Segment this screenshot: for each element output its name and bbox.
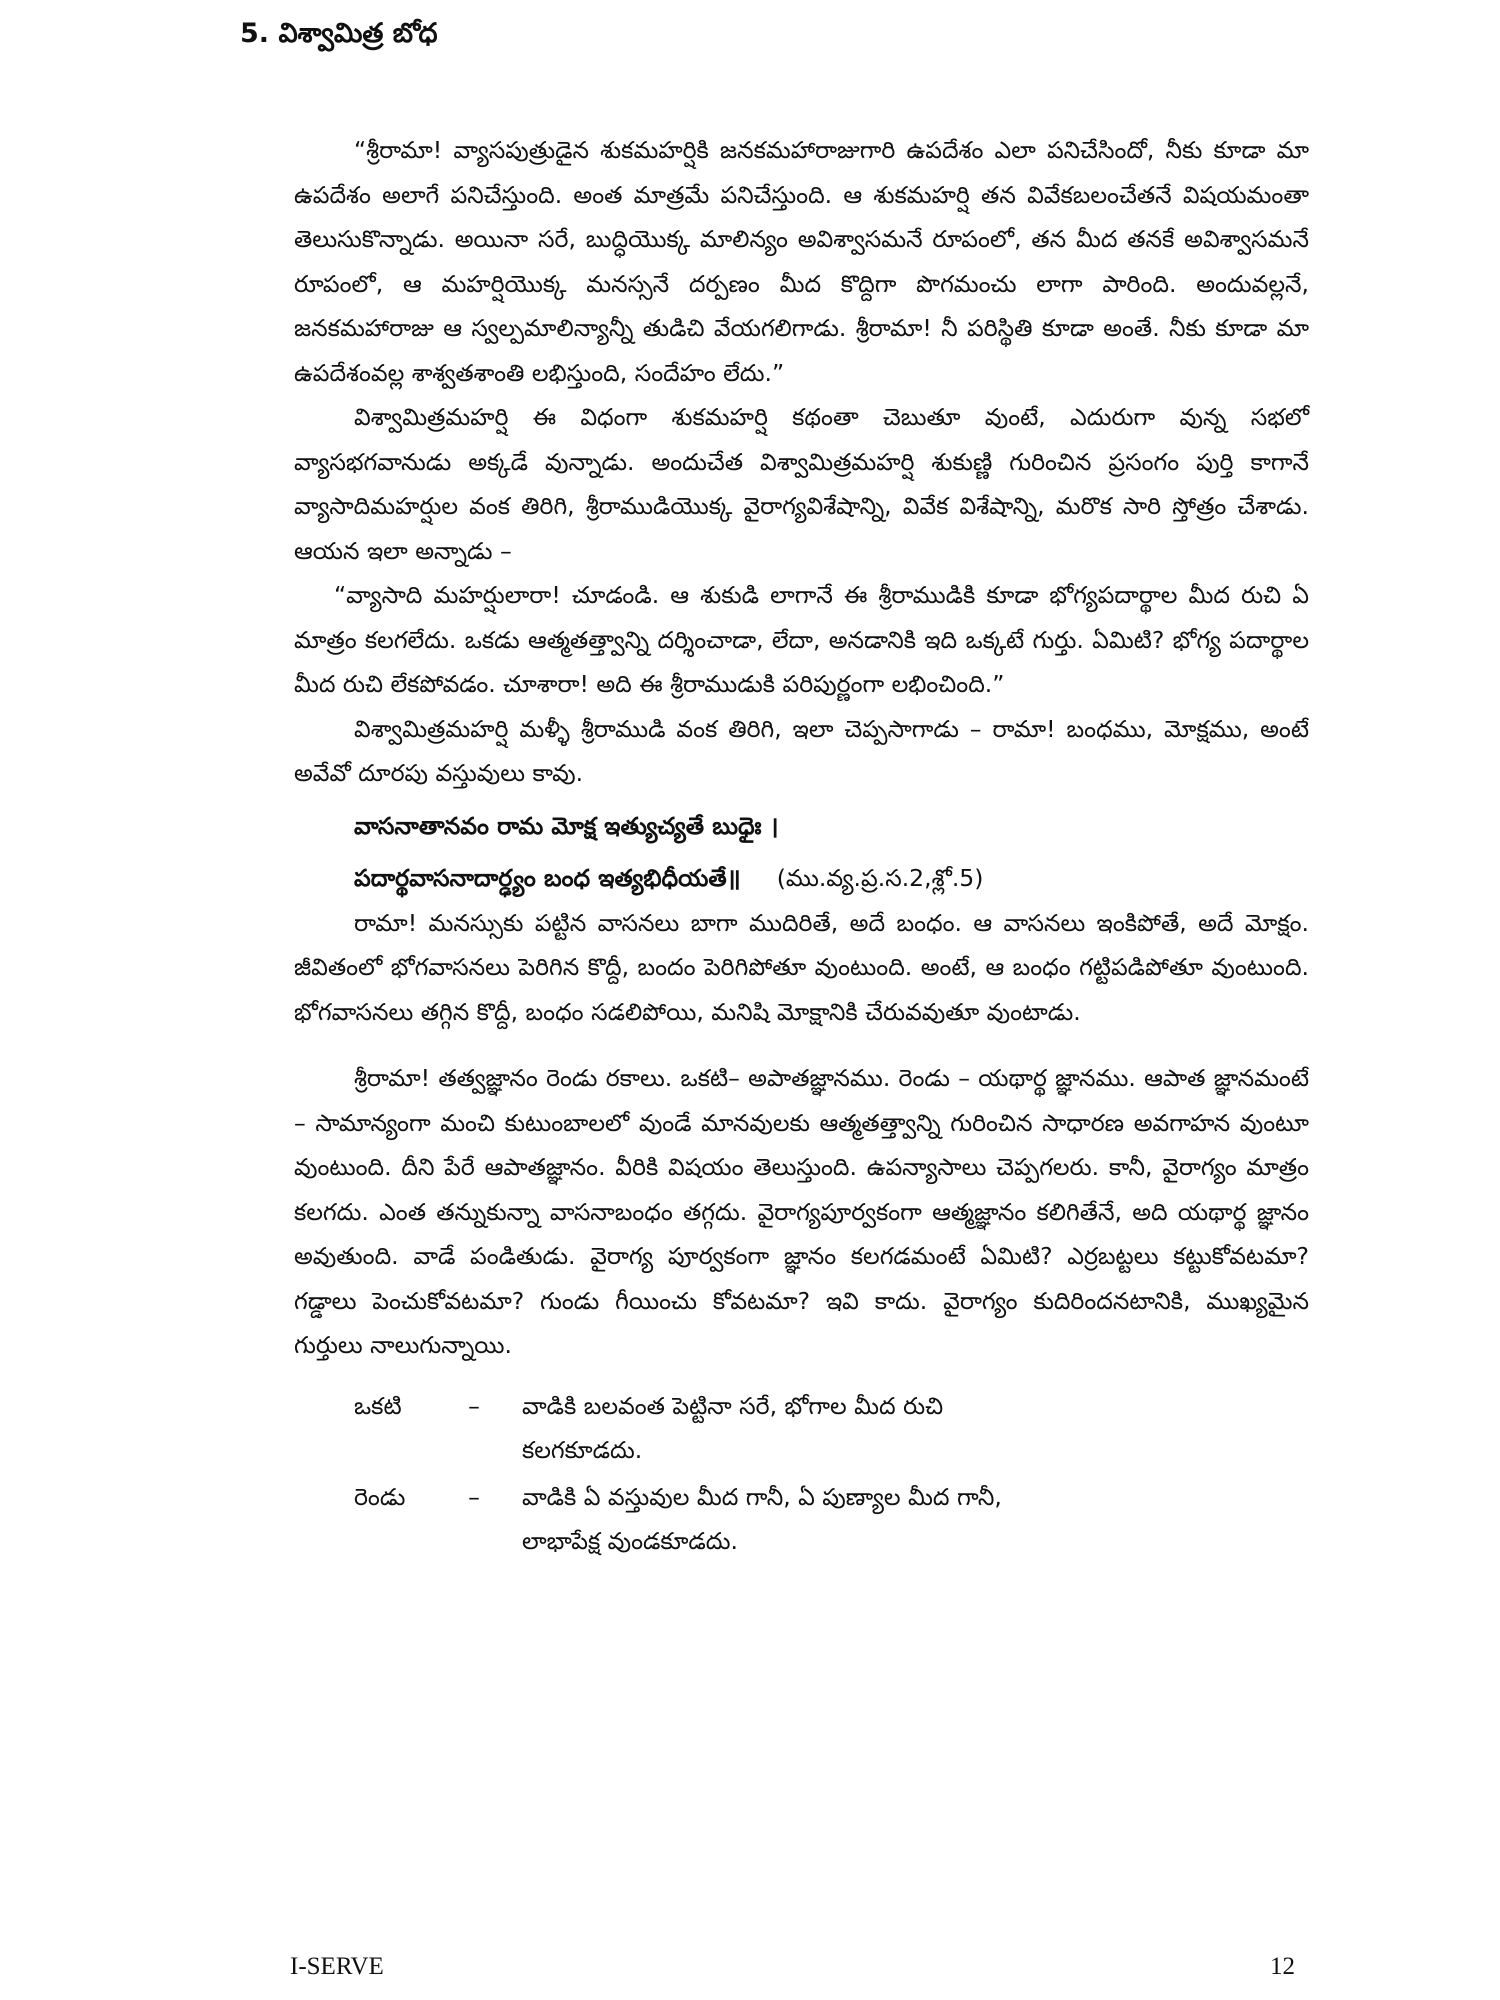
paragraph-4: విశ్వామిత్రమహర్షి మళ్ళీ శ్రీరాముడి వంక తిరిగి, ఇలా చెప్పసాగాడు – రామా! బంధము, మోక్షము, అంటే అవేవో దూరపు వస్తువులు కావు. bbox=[294, 714, 1309, 787]
sign-term: ఒకటి bbox=[354, 1391, 402, 1420]
sign-dash: – bbox=[468, 1482, 480, 1511]
paragraph-1: “శ్రీరామా! వ్యాసపుత్రుడైన శుకమహర్షికి జనకమహారాజుగారి ఉపదేశం ఎలా పనిచేసిందో, నీకు కూడా మా ఉపదేశం అలాగే పనిచేస్తుంది. అంత మాత్రమే పనిచేస్తుంది. ఆ శుకమహర్షి తన వివేకబలంచేతనే విషయమంతా తెలుసుకొన్నాడు. అయినా సరే, బుద్ధియొక్క మాలిన్యం అవిశ్వాసమనే రూపంలో, తన మీద తనకే అవిశ్వాసమనే రూపంలో, ఆ మహర్షియొక్క మనస్సనే దర్పణం మీద కొద్దిగా పొగమంచు లాగా పారింది. అందువల్లనే, జనకమహారాజు ఆ స్వల్పమాలిన్యాన్నీ తుడిచి వేయగలిగాడు. శ్రీరామా! నీ పరిస్థితి కూడా అంతే. నీకు కూడా మా ఉపదేశంవల్ల శాశ్వతశాంతి లభిస్తుంది, సందేహం లేదు.” bbox=[294, 136, 1309, 387]
sign-text: వాడికి బలవంత పెట్టినా సరే, భోగాల మీద రుచి కలగకూడదు. bbox=[522, 1391, 944, 1464]
sign-dash: – bbox=[468, 1391, 480, 1420]
paragraph-6: శ్రీరామా! తత్వజ్ఞానం రెండు రకాలు. ఒకటి– అపాతజ్ఞానము. రెండు – యథార్థ జ్ఞానము. ఆపాత జ్ఞానమంటే – సామాన్యంగా మంచి కుటుంబాలలో వుండే మానవులకు ఆత్మతత్త్వాన్ని గురించిన సాధారణ అవగాహన వుంటూ వుంటుంది. దీని పేరే ఆపాతజ్ఞానం. వీరికి విషయం తెలుస్తుంది. ఉపన్యాసాలు చెప్పగలరు. కానీ, వైరాగ్యం మాత్రం కలగదు. ఎంత తన్నుకున్నా వాసనాబంధం తగ్గదు. వైరాగ్యపూర్వకంగా ఆత్మజ్ఞానం కలిగితేనే, అది యథార్థ జ్ఞానం అవుతుంది. వాడే పండితుడు. వైరాగ్య పూర్వకంగా జ్ఞానం కలగడమంటే ఏమిటి? ఎర్రబట్టలు కట్టుకోవటమా? గడ్డాలు పెంచుకోవటమా? గుండు గీయించు కోవటమా? ఇవి కాదు. వైరాగ్యం కుదిరిందనటానికి, ముఖ్యమైన గుర్తులు నాలుగున్నాయి. bbox=[294, 1064, 1309, 1359]
list-item bbox=[294, 1475, 1309, 1564]
page-number: 12 bbox=[1270, 1953, 1295, 1980]
paragraph-5: రామా! మనస్సుకు పట్టిన వాసనలు బాగా ముదిరితే, అదే బంధం. ఆ వాసనలు ఇంకిపోతే, అదే మోక్షం. జీవితంలో భోగవాసనలు పెరిగిన కొద్దీ, బందం పెరిగిపోతూ వుంటుంది. అంటే, ఆ బంధం గట్టిపడిపోతూ వుంటుంది. భోగవాసనలు తగ్గిన కొద్దీ, బంధం సడలిపోయి, మనిషి మోక్షానికి చేరువవుతూ వుంటాడు. bbox=[294, 908, 1309, 1026]
sloka-reference: (ము.వ్య.ప్ర.స.2,శ్లో.5) bbox=[776, 864, 984, 892]
sign-text: వాడికి ఏ వస్తువుల మీద గానీ, ఏ పుణ్యాల మీద గానీ, లాభాపేక్ష వుండకూడదు. bbox=[522, 1482, 1002, 1555]
sloka-line-2 bbox=[294, 856, 1309, 901]
sloka-line-2-text: పదార్థవాసనాదార్ఢ్యం బంధ ఇత్యభిధీయతే॥ bbox=[354, 864, 741, 892]
list-item bbox=[294, 1384, 1309, 1473]
paragraph-2: విశ్వామిత్రమహర్షి ఈ విధంగా శుకమహర్షి కథంతా చెబుతూ వుంటే, ఎదురుగా వున్న సభలో వ్యాసభగవానుడు అక్కడే వున్నాడు. అందుచేత విశ్వామిత్రమహర్షి శుకుణ్ణి గురించిన ప్రసంగం పుర్తి కాగానే వ్యాసాదిమహర్షుల వంక తిరిగి, శ్రీరాముడియొక్క వైరాగ్యవిశేషాన్ని, వివేక విశేషాన్ని, మరొక సారి స్తోత్రం చేశాడు. ఆయన ఇలా అన్నాడు – bbox=[294, 403, 1309, 565]
signs-list bbox=[294, 1384, 1309, 1564]
body-text bbox=[294, 128, 1309, 1564]
paragraph-3: “వ్యాసాది మహర్షులారా! చూడండి. ఆ శుకుడి లాగానే ఈ శ్రీరాముడికి కూడా భోగ్యపదార్థాల మీద రుచి ఏ మాత్రం కలగలేదు. ఒకడు ఆత్మతత్త్వాన్ని దర్శించాడా, లేదా, అనడానికి ఇది ఒక్కటే గుర్తు. ఏమిటి? భోగ్య పదార్థాల మీద రుచి లేకపోవడం. చూశారా! అది ఈ శ్రీరాముడుకి పరిపుర్ణంగా లభించింది.” bbox=[294, 581, 1309, 698]
sign-term: రెండు bbox=[354, 1482, 406, 1511]
sloka-line-1: వాసనాతానవం రామ మోక్ష ఇత్యుచ్యతే బుధైః । bbox=[354, 811, 779, 840]
footer-label: I-SERVE bbox=[290, 1953, 384, 1980]
chapter-heading: 5. విశ్వామిత్ర బోధ bbox=[240, 18, 438, 49]
